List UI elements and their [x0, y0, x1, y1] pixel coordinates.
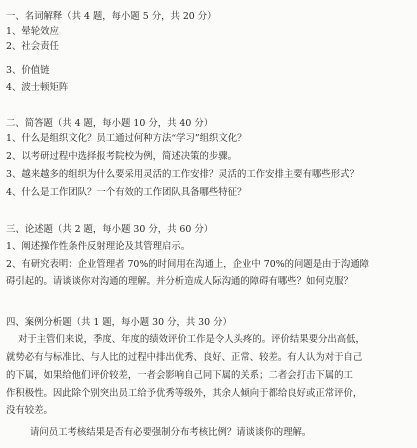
- case-text-line: 就势必有与标准比、与人比的过程中排出优秀、良好、正常、较差。有人认为对于自己: [6, 352, 363, 363]
- section3-item-continued: 碍引起的。请谈谈你对沟通的理解。并分析造成人际沟通的障碍有哪些？如何克服？: [6, 276, 353, 287]
- section2-item: 4、什么是工作团队？一个有效的工作团队具备哪些特征？: [6, 187, 247, 198]
- case-text-line: 作积极性。因此除个别突出员工给予优秀等级外，其余人倾向于都给良好或正常评价，: [6, 388, 363, 399]
- case-text-line: 的下属，如果给他们评价较差，一者会影响自己同下属的关系；二者会打击下属的工: [6, 370, 353, 381]
- section1-item: 1、晕轮效应: [6, 26, 59, 37]
- section1-item: 3、价值链: [6, 65, 50, 76]
- section2-item: 1、什么是组织文化？员工通过何种方法“学习”组织文化？: [6, 133, 247, 144]
- section3-item: 2、有研究表明：企业管理者 70%的时间用在沟通上，企业中 70%的问题是由于沟通障: [6, 259, 369, 270]
- case-text-line: 对于主管们来说，季度、年度的绩效评价工作是令人头疼的。评价结果要分出高低，: [18, 334, 365, 345]
- section2-heading: 二、简答题（共 4 题，每小题 10 分，共 40 分）: [6, 118, 214, 129]
- section1-item: 4、波士顿矩阵: [6, 82, 69, 93]
- section4-heading: 四、案例分析题（共 1 题，每小题 30 分，共 30 分）: [6, 317, 232, 328]
- case-text-line: 没有较差。: [6, 405, 53, 416]
- section3-heading: 三、论述题（共 2 题，每小题 30 分，共 60 分）: [6, 224, 214, 235]
- section2-item: 3、越来越多的组织为什么要采用灵活的工作安排？灵活的工作安排主要有哪些形式？: [6, 169, 359, 180]
- section1-item: 2、社会责任: [6, 41, 59, 52]
- section2-item: 2、以考研过程中选择报考院校为例，简述决策的步骤。: [6, 151, 237, 162]
- section3-item: 1、阐述操作性条件反射理论及其管理启示。: [6, 241, 191, 252]
- section1-heading: 一、名词解释（共 4 题，每小题 5 分，共 20 分）: [6, 11, 217, 22]
- case-question: 请问员工考核结果是否有必要强制分布考核比例？请谈谈你的理解。: [30, 427, 312, 438]
